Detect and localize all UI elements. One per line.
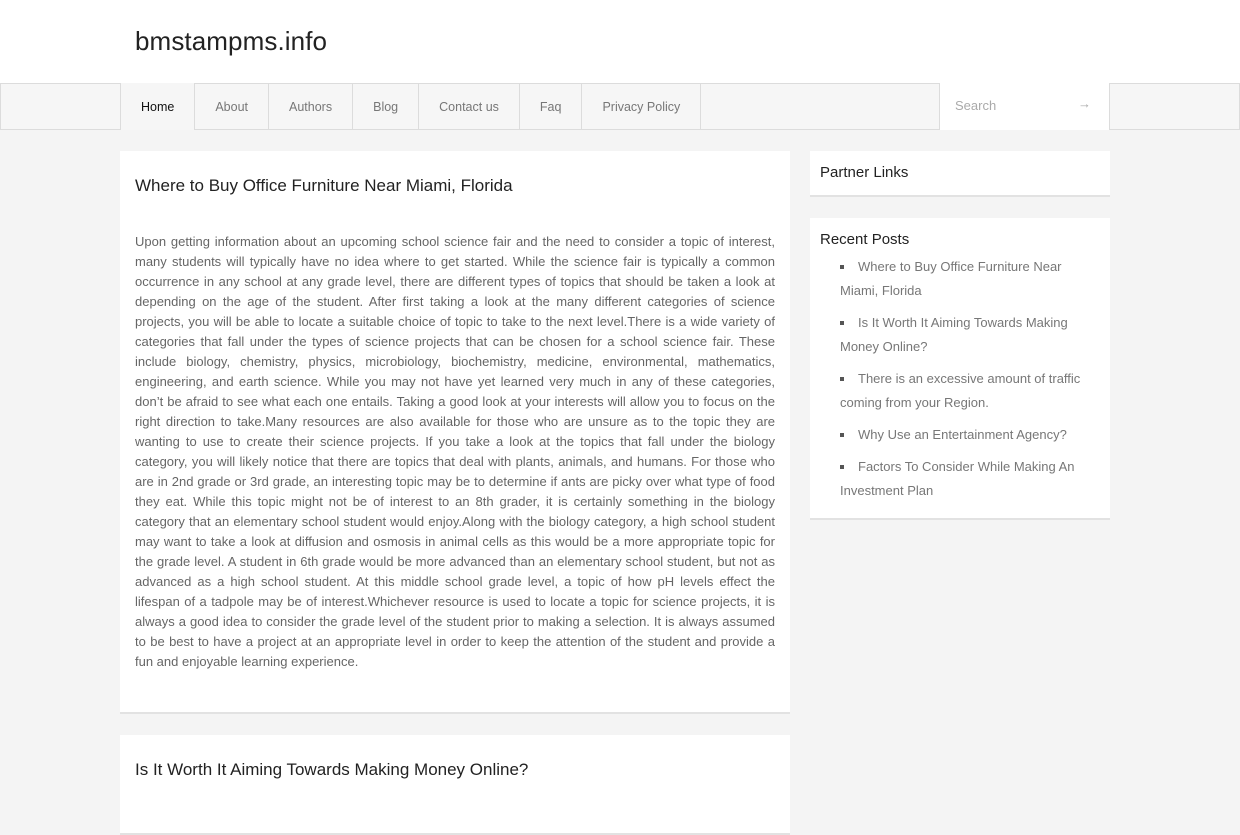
recent-posts-title: Recent Posts bbox=[820, 231, 910, 248]
site-header bbox=[0, 0, 1240, 83]
search-input[interactable] bbox=[940, 83, 1070, 128]
partner-links-title: Partner Links bbox=[820, 164, 909, 181]
search-submit-arrow-icon[interactable]: → bbox=[1078, 96, 1091, 111]
nav-item-blog[interactable]: Blog bbox=[353, 83, 419, 130]
partner-links-widget bbox=[810, 151, 1110, 197]
square-bullet-icon bbox=[840, 377, 844, 381]
site-title-link[interactable]: bmstampms.info bbox=[135, 26, 328, 56]
square-bullet-icon bbox=[840, 465, 844, 469]
nav-item-contact-us[interactable]: Contact us bbox=[419, 83, 520, 130]
recent-posts-widget bbox=[810, 218, 1110, 520]
recent-post-label: Why Use an Entertainment Agency? bbox=[858, 427, 1067, 442]
square-bullet-icon bbox=[840, 433, 844, 437]
post-title-link[interactable]: Is It Worth It Aiming Towards Making Money Online? bbox=[135, 760, 529, 779]
recent-post-link[interactable] bbox=[840, 255, 1090, 303]
recent-posts-list bbox=[840, 255, 1090, 511]
nav-item-home[interactable]: Home bbox=[121, 83, 195, 130]
square-bullet-icon bbox=[840, 321, 844, 325]
nav-item-authors[interactable]: Authors bbox=[269, 83, 353, 130]
post-card bbox=[120, 151, 790, 714]
nav-item-about[interactable]: About bbox=[195, 83, 269, 130]
post-body: Upon getting information about an upcoming school science fair and the need to consider a topic of interest, many students will typically have no idea where to get started. While the science fair is typically a common occurrence in any school at any grade level, there are different types of topics that should be taken a look at depending on the age of the student. After first taking a look at the many different categories of science projects, you will be able to locate a suitable choice of topic to take to the next level.There is a wide variety of categories that fall under the types of science projects that can be chosen for a school science fair. These include biology, chemistry, physics, microbiology, biochemistry, medicine, environmental, mathematics, engineering, and earth science. While you may not have yet learned very much in any of these categories, don’t be afraid to see what each one entails. Taking a good look at your interests will allow you to focus on the right direction to take.Many resources are also available for those who are unsure as to the topic they are wanting to use to create their science projects. If you take a look at the topics that fall under the biology category, you will likely notice that there are topics that deal with plants, animals, and humans. For those who are in 2nd grade or 3rd grade, an interesting topic may be to determine if ants are picky over what type of food they eat. While this topic might not be of interest to an 8th grader, it is certainly something in the biology category that an elementary school student would enjoy.Along with the biology category, a high school student may want to take a look at diffusion and osmosis in animal cells as this would be a more appropriate topic for the grade level. A student in 6th grade would be more advanced than an elementary school student, but not as advanced as a high school student. At this middle school grade level, a topic of how pH levels effect the lifespan of a tadpole may be of interest.Whichever resource is used to locate a topic for science projects, it is always a good idea to consider the grade level of the student prior to making a selection. It is always assumed to be best to have a project at an appropriate level in order to keep the attention of the student and provide a fun and enjoyable learning experience. bbox=[135, 234, 775, 669]
nav-item-faq[interactable]: Faq bbox=[520, 83, 583, 130]
recent-post-link[interactable] bbox=[840, 367, 1090, 415]
search-box bbox=[939, 83, 1110, 130]
square-bullet-icon bbox=[840, 265, 844, 269]
recent-post-label: Factors To Consider While Making An Investment Plan bbox=[840, 459, 1075, 498]
recent-post-label: Where to Buy Office Furniture Near Miami, Florida bbox=[840, 259, 1062, 298]
recent-post-link[interactable] bbox=[840, 455, 1090, 503]
recent-post-link[interactable] bbox=[840, 423, 1090, 447]
recent-post-link[interactable] bbox=[840, 311, 1090, 359]
post-card bbox=[120, 735, 790, 835]
post-title-link[interactable]: Where to Buy Office Furniture Near Miami, Florida bbox=[135, 176, 513, 195]
main-navbar bbox=[0, 83, 1240, 130]
recent-post-label: Is It Worth It Aiming Towards Making Money Online? bbox=[840, 315, 1068, 354]
recent-post-label: There is an excessive amount of traffic coming from your Region. bbox=[840, 371, 1081, 410]
nav-item-privacy-policy[interactable]: Privacy Policy bbox=[582, 83, 701, 130]
nav-menu bbox=[120, 83, 701, 130]
